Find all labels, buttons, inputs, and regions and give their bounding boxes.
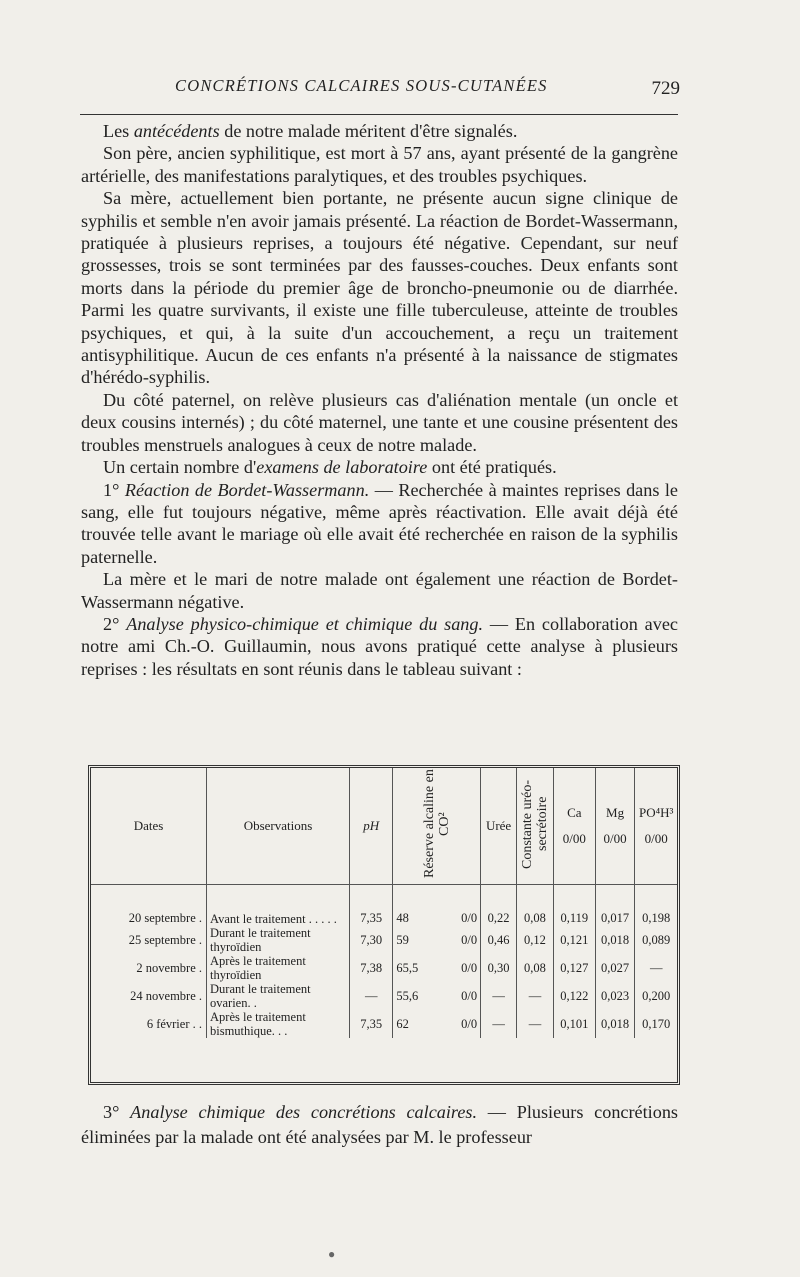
table-row: 6 février . . Après le traitement bismuthique. . . 7,35 62 0/0 — — 0,101 0,018 0,170 xyxy=(91,1010,677,1038)
col-ca: Ca 0/00 xyxy=(553,768,595,885)
col-uree: Urée xyxy=(481,768,517,885)
final-text xyxy=(81,1100,678,1150)
table-spacer-row xyxy=(91,885,677,912)
table-row: 20 septembre . Avant le traitement . . . . . 7,35 48 0/0 0,22 0,08 0,119 0,017 0,198 xyxy=(91,911,677,926)
results-table-grid xyxy=(91,768,677,1038)
paragraph-blood-analysis: 2° Analyse physico-chimique et chimique du sang. — En collaboration avec notre ami Ch.-O. Guillaumin, nous avons pratiqué cette analyse à plusieurs reprises : les résultats en sont réunis dans le tableau suivant : xyxy=(81,613,678,679)
paragraph-bordet-wassermann: 1° Réaction de Bordet-Wassermann. — Recherchée à maintes reprises dans le sang, elle fut toujours négative, même après réactivation. Elle avait déjà été trouvée telle avant le mariage où elle avait été recherchée en raison de la syphilis paternelle. xyxy=(81,479,678,567)
col-reserve: Réserve alcaline en CO² xyxy=(393,768,481,885)
paragraph-antecedents: Les antécédents de notre malade méritent d'être signalés. xyxy=(103,121,518,141)
paragraph-mother-husband: La mère et le mari de notre malade ont également une réaction de Bordet-Wassermann négative. xyxy=(81,569,678,612)
paragraph-father: Son père, ancien syphilitique, est mort à 57 ans, ayant présenté de la gangrène artérielle, des manifestations paralytiques, et des troubles psychiques. xyxy=(81,143,678,186)
col-constante: Constante uréo-secrétoire xyxy=(516,768,553,885)
running-title: CONCRÉTIONS CALCAIRES SOUS-CUTANÉES xyxy=(175,76,548,95)
paragraph-family: Du côté paternel, on relève plusieurs cas d'aliénation mentale (un oncle et deux cousins internés) ; du côté maternel, une tante et une cousine présentent des troubles menstruels analogues à ceux de notre malade. xyxy=(81,389,678,455)
col-po4h3: PO⁴H³ 0/00 xyxy=(635,768,677,885)
table-row: 2 novembre . Après le traitement thyroïdien 7,38 65,5 0/0 0,30 0,08 0,127 0,027 — xyxy=(91,954,677,982)
body-text xyxy=(81,120,678,680)
paragraph-lab-intro: Un certain nombre d'examens de laboratoire ont été pratiqués. xyxy=(103,457,557,478)
ink-dot: ● xyxy=(328,1247,336,1261)
col-dates: Dates xyxy=(91,768,207,885)
header-rule xyxy=(80,114,678,115)
results-table xyxy=(88,765,680,1085)
col-ph: pH xyxy=(350,768,393,885)
table-header-row xyxy=(91,768,677,885)
page-header xyxy=(80,76,680,106)
paragraph-concretions-analysis: 3° Analyse chimique des concrétions calcaires. — Plusieurs concrétions éliminées par la malade ont été analysées par M. le professeur xyxy=(81,1102,679,1147)
col-observations: Observations xyxy=(207,768,350,885)
col-mg: Mg 0/00 xyxy=(595,768,635,885)
table-row: 24 novembre . Durant le traitement ovarien. . — 55,6 0/0 — — 0,122 0,023 0,200 xyxy=(91,982,677,1010)
page-number: 729 xyxy=(651,78,680,99)
table-row: 25 septembre . Durant le traitement thyroïdien 7,30 59 0/0 0,46 0,12 0,121 0,018 0,089 xyxy=(91,926,677,954)
paragraph-mother: Sa mère, actuellement bien portante, ne présente aucun signe clinique de syphilis et semble n'en avoir jamais présenté. La réaction de Bordet-Wassermann, pratiquée à plusieurs reprises, a toujours été négative. Cependant, sur neuf grossesses, trois se sont terminées par des fausses-couches. Deux enfants sont morts dans la période du premier âge de broncho-pneumonie ou de diarrhée. Parmi les quatre survivants, il existe une fille tuberculeuse, atteinte de troubles psychiques, et qui, à la suite d'un accouchement, a reçu un traitement antisyphilitique. Aucun de ces enfants n'a présenté à la naissance de stigmates d'hérédo-syphilis. xyxy=(81,188,678,388)
